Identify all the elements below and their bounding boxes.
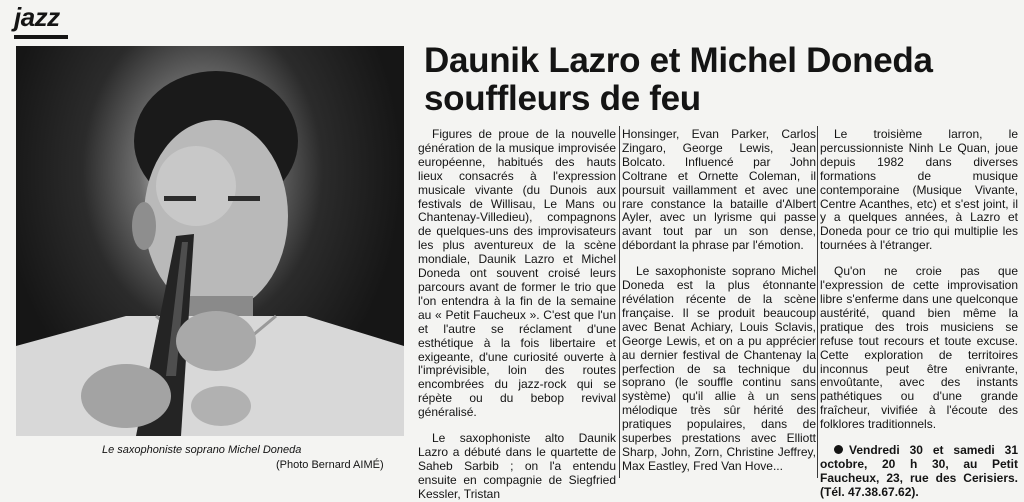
photo-caption: Le saxophoniste soprano Michel Doneda [102, 444, 302, 456]
article-photo [16, 46, 404, 436]
photo-credit: (Photo Bernard AIMÉ) [276, 459, 384, 471]
article-column-3 [820, 128, 1018, 500]
column-divider [619, 126, 620, 478]
headline-line-2: souffleurs de feu [424, 79, 701, 118]
article-headline [424, 42, 1020, 118]
article-column-2 [622, 128, 816, 474]
saxophonist-photo [16, 46, 404, 436]
column-divider [817, 126, 818, 478]
paragraph: Honsinger, Evan Parker, Carlos Zingaro, George Lewis, Jean Bolcato. Influencé par John Coltrane et Ornette Coleman, il poursuit vaillamment et avec une rare constance la bataille d'Albert Ayler, avec un lyrisme qui passe avant tout par un son dense, débordant la phrase par l'émotion. [622, 127, 816, 253]
paragraph: Qu'on ne croie pas que l'expression de cette improvisation libre s'enferme dans une quelconque austérité, quand bien même la pratique des trois musiciens se refuse tout recours et toute excuse. Cette exploration de territoires inconnus peut être enivrante, envoûtante, avec des instants pathétiques ou d'une grande fraîcheur, vivifiée à l'écoute des folklores traditionnels. [820, 264, 1018, 432]
headline-line-1: Daunik Lazro et Michel Doneda [424, 41, 933, 80]
event-info [820, 444, 1018, 500]
paragraph: Le saxophoniste soprano Michel Doneda est la plus étonnante révélation récente de la scène française. Il se produit beaucoup avec Benat Achiary, Louis Sclavis, George Lewis, et on a pu apprécier au dernier festival de Chantenay la perfection de sa technique du soprano (le souffle continu sans système) qu'il allie à un sens mélodique très sûr hérité des pratiques populaires, dans de superbes prestations avec Elliott Sharp, John, Zorn, Christine Jeffrey, Max Eastley, Fred Van Hove... [622, 264, 816, 473]
event-info-text: Vendredi 30 et samedi 31 octobre, 20 h 30, au Petit Faucheux, 23, rue des Cerisiers. (Tél. 47.38.67.62). [820, 443, 1018, 499]
article-column-1 [418, 128, 616, 502]
paragraph: Le saxophoniste alto Daunik Lazro a débuté dans le quartette de Saheb Sarbib ; on l'a entendu ensuite en compagnie de Siegfried Kessler, Tristan [418, 431, 616, 501]
paragraph: Le troisième larron, le percussionniste Ninh Le Quan, joue depuis 1982 dans diverses formations de musique contemporaine (Musique Vivante, Centre Acanthes, etc) et s'est joint, il y a quelques années, à Lazro et Doneda pour ce trio qui multiplie les tournées à l'étranger. [820, 127, 1018, 253]
section-tag: jazz [14, 2, 60, 32]
bullet-icon [834, 445, 843, 454]
section-underline [14, 35, 68, 39]
paragraph: Figures de proue de la nouvelle génération de la musique improvisée européenne, habitués des hauts lieux consacrés à l'expression musicale vivante (du Dunois aux festivals de Willisau, Le Mans ou Chantenay-Villedieu), compagnons de quelques-uns des improvisateurs les plus aventureux de la scène mondiale, Daunik Lazro et Michel Doneda ont souvent croisé leurs parcours avant de former le trio que l'on entendra à la fin de la semaine au « Petit Faucheux ». C'est que l'un et l'autre se réclament d'une esthétique à la fois libertaire et exigeante, d'une curiosité ouverte à l'imprévisible, loin des routes encombrées du jazz-rock qui se répète ou du bebop revival généralisé. [418, 127, 616, 420]
